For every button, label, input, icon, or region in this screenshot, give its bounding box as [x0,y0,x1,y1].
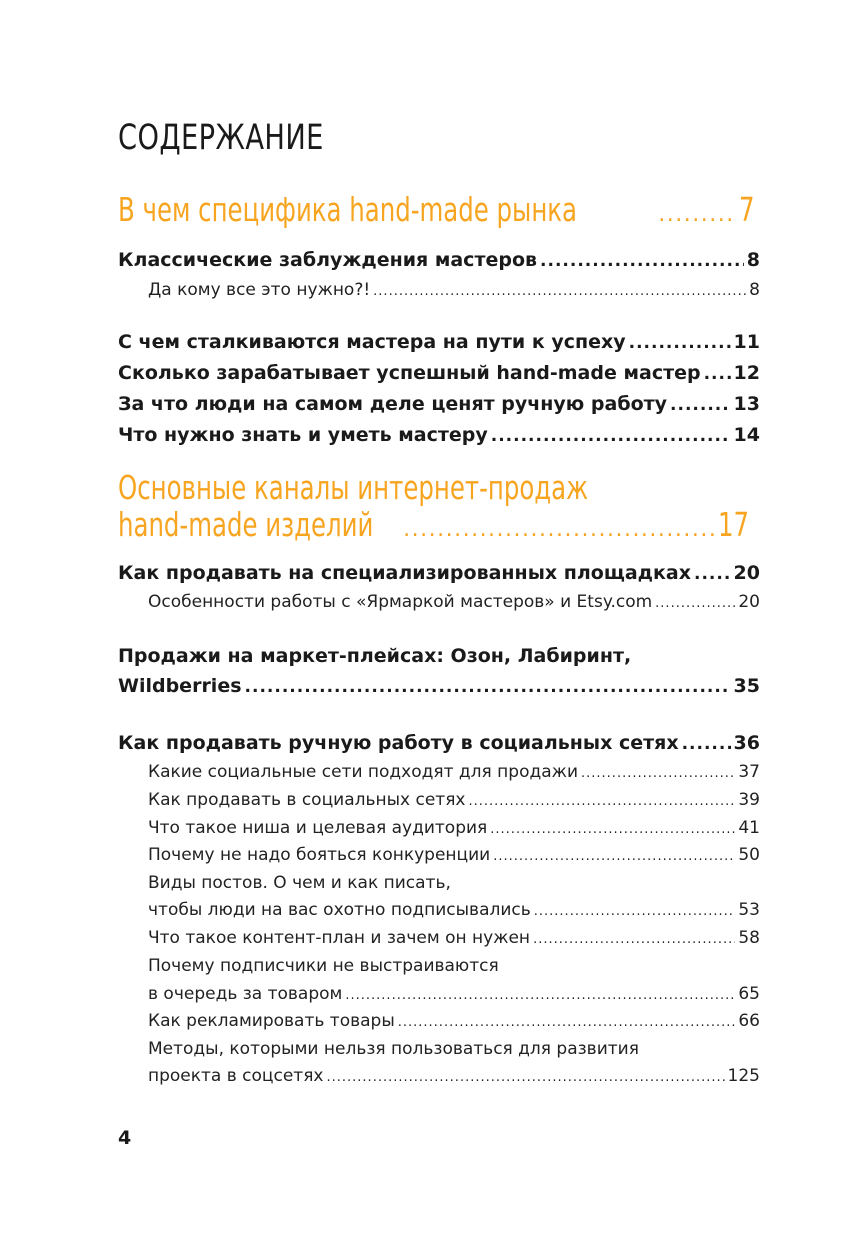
leader-dots [629,333,731,353]
sub-label: Особенности работы с «Ярмаркой мастеров» и Etsy.com [148,592,653,612]
chapter-label: С чем сталкиваются мастера на пути к успеху [118,331,626,353]
sub-entry[interactable] [148,1066,760,1086]
sub-entry[interactable] [148,900,760,920]
chapter-page: 36 [733,732,760,754]
sub-label: Да кому все это нужно?! [148,280,371,300]
chapter-page: 35 [733,675,760,697]
sub-label: Почему не надо бояться конкуренции [148,845,491,865]
page-number: 4 [118,1127,132,1149]
leader-dots [491,426,731,446]
sub-page: 125 [727,1066,760,1086]
chapter-entry[interactable] [118,424,760,446]
leader-dots [682,734,731,754]
leader-dots [533,932,735,947]
sub-page: 58 [738,928,760,948]
chapter-label: Что нужно знать и уметь мастеру [118,424,488,446]
sub-entry[interactable] [148,592,760,612]
sub-page: 65 [738,984,760,1004]
chapter-page: 13 [733,393,760,415]
sub-page: 8 [749,280,760,300]
chapter-label: За что люди на самом деле ценят ручную работу [118,393,668,415]
chapter-label: Как продавать на специализированных площадках [118,562,691,584]
leader-dots [403,517,715,542]
leader-dots [493,849,735,864]
leader-dots [581,766,735,781]
sub-entry[interactable] [148,790,760,810]
sub-page: 20 [738,592,760,612]
chapter-page: 14 [733,424,760,446]
leader-dots [534,904,736,919]
sub-entry[interactable] [148,1011,760,1031]
sub-label: Как продавать в социальных сетях [148,790,466,810]
sub-page: 53 [738,900,760,920]
leader-dots [490,822,735,837]
leader-dots [398,1015,736,1030]
leader-dots [540,251,744,271]
leader-dots [658,202,736,227]
chapter-entry[interactable] [118,249,760,271]
section-label: В чем специфика hand-made рынка [118,190,578,229]
sub-label-line1: Виды постов. О чем и как писать, [148,873,451,893]
sub-entry[interactable] [148,928,760,948]
leader-dots [469,794,736,809]
leader-dots [670,395,731,415]
leader-dots [373,284,746,299]
chapter-page: 20 [733,562,760,584]
chapter-entry[interactable] [118,562,760,584]
sub-page: 41 [738,818,760,838]
sub-entry[interactable] [148,845,760,865]
section-label: hand-made изделий [118,505,374,544]
sub-label: Что такое ниша и целевая аудитория [148,818,488,838]
chapter-entry[interactable] [118,732,760,754]
leader-dots [694,564,731,584]
sub-label: Какие социальные сети подходят для продажи [148,762,579,782]
chapter-entry[interactable] [118,331,760,353]
chapter-label: Сколько зарабатывает успешный hand-made мастер [118,362,701,384]
chapter-label-line1: Продажи на маркет-плейсах: Озон, Лабиринт, [118,645,632,667]
sub-label: в очередь за товаром [148,984,343,1004]
section-label-line1: Основные каналы интернет-продаж [118,468,589,507]
section-entry[interactable] [118,190,760,229]
sub-label: чтобы люди на вас охотно подписывались [148,900,531,920]
chapter-entry[interactable] [118,393,760,415]
sub-label: Что такое контент-план и зачем он нужен [148,928,531,948]
chapter-page: 12 [733,362,760,384]
sub-entry[interactable] [148,818,760,838]
sub-page: 37 [738,762,760,782]
sub-entry[interactable] [148,984,760,1004]
leader-dots [704,364,731,384]
leader-dots [345,988,735,1003]
sub-page: 39 [738,790,760,810]
chapter-entry[interactable] [118,362,760,384]
chapter-label: Wildberries [118,675,242,697]
page-title: СОДЕРЖАНИЕ [118,118,324,158]
leader-dots [327,1070,725,1085]
sub-label-line1: Методы, которыми нельзя пользоваться для развития [148,1039,639,1059]
sub-entry[interactable] [148,280,760,300]
section-page: 7 [739,190,755,229]
leader-dots [245,677,731,697]
chapter-label: Как продавать ручную работу в социальных сетях [118,732,679,754]
chapter-label: Классические заблуждения мастеров [118,249,538,271]
sub-label: проекта в соцсетях [148,1066,324,1086]
leader-dots [655,596,735,611]
sub-page: 50 [738,845,760,865]
sub-label: Как рекламировать товары [148,1011,395,1031]
sub-label-line1: Почему подписчики не выстраиваются [148,956,499,976]
sub-entry[interactable] [148,762,760,782]
toc-page [118,0,760,1241]
chapter-page: 11 [733,331,760,353]
sub-page: 66 [738,1011,760,1031]
chapter-entry[interactable] [118,675,760,697]
section-entry[interactable] [118,505,760,544]
section-page: 17 [718,505,750,544]
chapter-page: 8 [746,249,760,271]
